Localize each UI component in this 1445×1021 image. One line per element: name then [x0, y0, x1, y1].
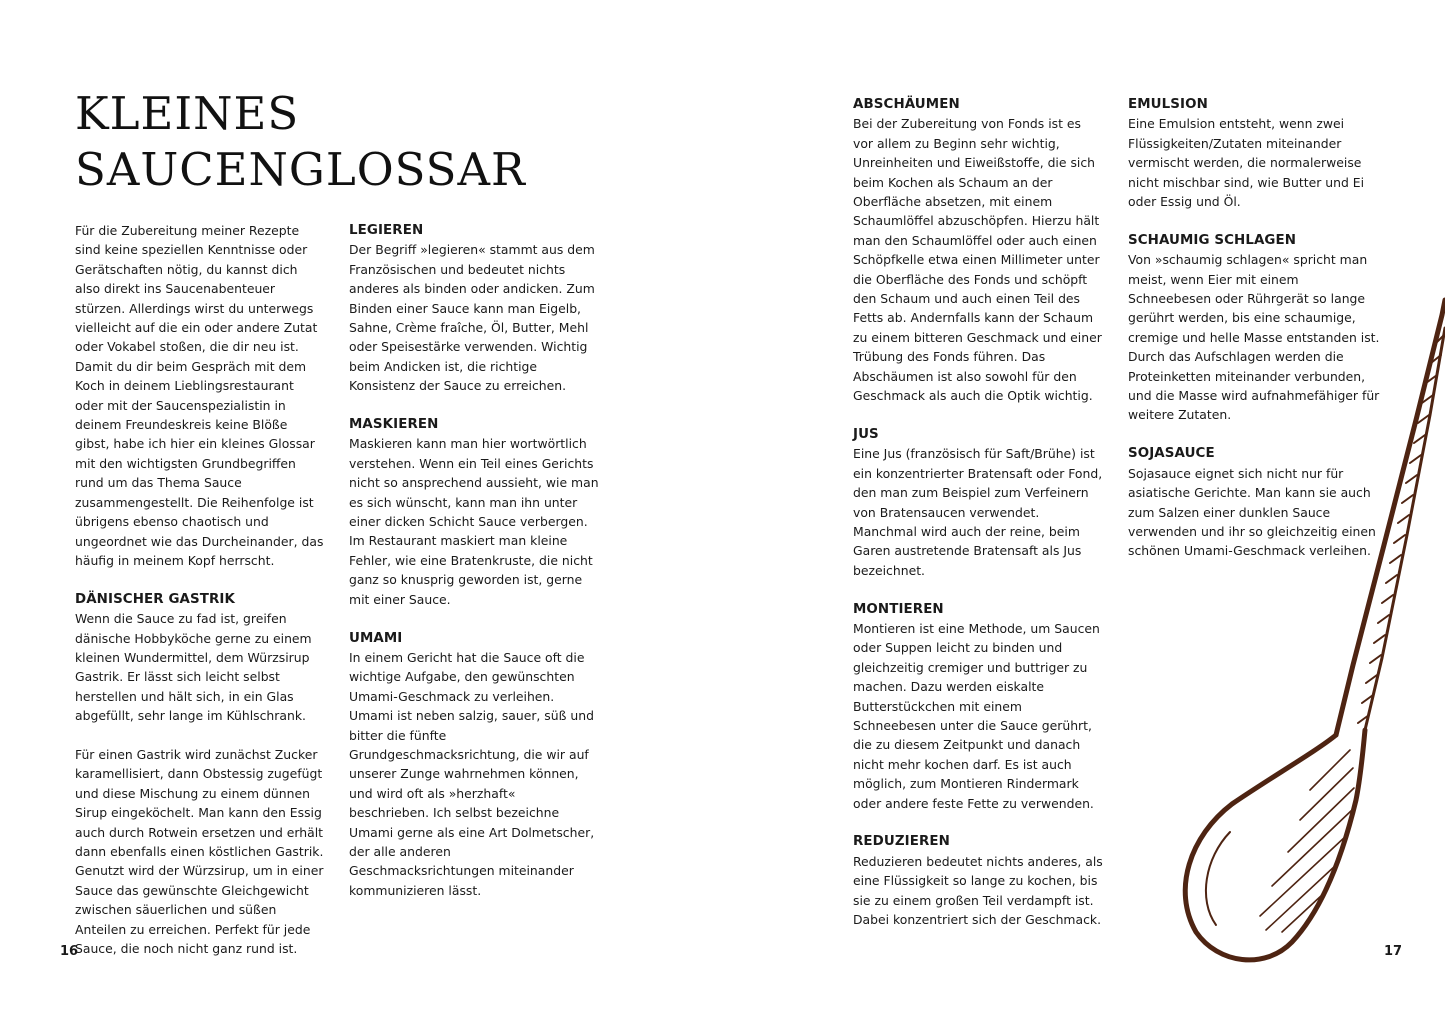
- glossary-term: ABSCHÄUMEN: [853, 97, 960, 112]
- glossary-text: Reduzieren bedeutet nichts anderes, als eine Flüssigkeit so lange zu kochen, bis sie zu einem großen Teil verdampft ist. Dabei konzentriert sich der Geschmack.: [853, 853, 1103, 928]
- glossary-entry-umami: [349, 629, 599, 901]
- glossary-term: DÄNISCHER GASTRIK: [75, 591, 235, 607]
- glossary-term: SCHAUMIG SCHLAGEN: [1128, 232, 1297, 248]
- intro-paragraph: [75, 221, 325, 570]
- glossary-text: Eine Jus (französisch für Saft/Brühe) ist ein konzentrierter Bratensaft oder Fond, den man zum Beispiel zum Verfeinern von Bratensaucen verwendet. Manchmal wird auch der reine, beim Garen austretende Bratensaft als Jus bezeichnet.: [853, 446, 1103, 578]
- page-number-right: 17: [1384, 944, 1403, 959]
- glossary-entry-maskieren: [349, 415, 599, 609]
- glossary-term: LEGIEREN: [349, 223, 424, 238]
- glossary-entry-jus: [853, 425, 1103, 580]
- glossary-text: Der Begriff »legieren« stammt aus dem Französischen und bedeutet nichts anderes als binden oder andicken. Zum Binden einer Sauce kann man Eigelb, Sahne, Crème fraîche, Öl, Butter, Mehl oder Speisestärke verwenden. Wichtig beim Andicken ist, die richtige Konsistenz der Sauce zu erreichen.: [349, 242, 595, 394]
- glossary-term: MASKIEREN: [349, 417, 439, 433]
- column-3: [853, 95, 1103, 949]
- glossary-text-continued: Für einen Gastrik wird zunächst Zucker karamellisiert, dann Obstessig zugefügt und diese Mischung zu einem dünnen Sirup eingeköchelt. Man kann den Essig auch durch Rotwein ersetzen und erhält dann ebenfalls einen köstlichen Gastrik. Genutzt wird der Würzsirup, um in einer Sauce das gewünschte Gleichgewicht zwischen säuerlichen und süßen Anteilen zu erreichen. Perfekt für jede Sauce, die noch nicht ganz rund ist.: [75, 746, 324, 956]
- glossary-entry-reduzieren: [853, 832, 1103, 929]
- glossary-text: Maskieren kann man hier wortwörtlich verstehen. Wenn ein Teil eines Gerichts nicht so ansprechend aussieht, wie man es sich wünscht, kann man ihn unter einer dicken Schicht Sauce verbergen. Im Restaurant maskiert man kleine Fehler, wie eine Bratenkruste, die nicht ganz so knusprig geworden ist, gerne mit einer Sauce.: [349, 436, 599, 607]
- title-line-1: KLEINES: [75, 87, 300, 140]
- glossary-term: MONTIEREN: [853, 601, 944, 617]
- glossary-text: Von »schaumig schlagen« spricht man meist, wenn Eier mit einem Schneebesen oder Rührgerät so lange gerührt werden, bis eine schaumige, cremige und helle Masse entstanden ist. Durch das Aufschlagen werden die Proteinketten miteinander verbunden, und die Masse wird aufnahmefähiger für weitere Zutaten.: [1128, 252, 1380, 423]
- column-2: [349, 221, 599, 920]
- glossary-term: JUS: [853, 426, 879, 442]
- page-title: [75, 86, 635, 198]
- glossary-text: Wenn die Sauce zu fad ist, greifen dänische Hobbyköche gerne zu einem kleinen Wundermittel, dem Würzsirup Gastrik. Er lässt sich leicht selbst herstellen und hält sich, in ein Glas abgefüllt, sehr lange im Kühlschrank.: [75, 611, 312, 724]
- glossary-term: EMULSION: [1128, 97, 1208, 112]
- glossary-term: SOJASAUCE: [1128, 446, 1215, 462]
- title-line-2: SAUCENGLOSSAR: [75, 143, 526, 196]
- glossary-text: Eine Emulsion entsteht, wenn zwei Flüssigkeiten/Zutaten miteinander vermischt werden, die normalerweise nicht mischbar sind, wie Butter und Ei oder Essig und Öl.: [1128, 116, 1365, 210]
- glossary-text: Bei der Zubereitung von Fonds ist es vor allem zu Beginn sehr wichtig, Unreinheiten und Eiweißstoffe, die sich beim Kochen als Schaum an der Oberfläche absetzen, mit einem Schaumlöffel abzuschöpfen. Hierzu hält man den Schaumlöffel oder auch einen Schöpfkelle etwa einen Millimeter unter die Oberfläche des Fonds und schöpft den Schaum und auch einen Teil des Fetts ab. Andernfalls kann der Schaum zu einem bitteren Geschmack und einer Trübung des Fonds führen. Das Abschäumen ist also sowohl für den Geschmack als auch die Optik wichtig.: [853, 116, 1102, 404]
- glossary-term: UMAMI: [349, 630, 403, 646]
- intro-text: Für die Zubereitung meiner Rezepte sind keine speziellen Kenntnisse oder Gerätschaften nötig, du kannst dich also direkt ins Saucenabenteuer stürzen. Allerdings wirst du unterwegs vielleicht auf die ein oder andere Zutat oder Vokabel stoßen, die dir neu ist. Damit du dir beim Gespräch mit dem Koch in deinem Lieblingsrestaurant oder mit der Saucenspezialistin in deinem Freundeskreis keine Blöße gibst, habe ich hier ein kleines Glossar mit den wichtigsten Grundbegriffen rund um das Thema Sauce zusammengestellt. Die Reihenfolge ist übrigens ebenso chaotisch und ungeordnet wie das Durcheinander, das häufig in meinem Kopf herrscht.: [75, 223, 324, 568]
- page-number-left: 16: [60, 944, 79, 959]
- glossary-entry-emulsion: [1128, 95, 1383, 211]
- glossary-text: Montieren ist eine Methode, um Saucen oder Suppen leicht zu binden und gleichzeitig cremiger und buttriger zu machen. Dazu werden eiskalte Butterstückchen mit einem Schneebesen unter die Sauce gerührt, die zu diesem Zeitpunkt und danach nicht mehr kochen darf. Es ist auch möglich, zum Montieren Rindermark oder andere feste Fette zu verwenden.: [853, 620, 1100, 811]
- glossary-entry-montieren: [853, 600, 1103, 813]
- glossary-term: REDUZIEREN: [853, 834, 950, 850]
- glossary-entry-legieren: [349, 221, 599, 396]
- glossary-text: In einem Gericht hat die Sauce oft die wichtige Aufgabe, den gewünschten Umami-Geschmack zu verleihen. Umami ist neben salzig, sauer, süß und bitter die fünfte Grundgeschmacksrichtung, die wir auf unserer Zunge wahrnehmen können, und wird oft als »herzhaft« beschrieben. Ich selbst bezeichne Umami gerne als eine Art Dolmetscher, der alle anderen Geschmacksrichtungen miteinander kommunizieren lässt.: [349, 649, 595, 898]
- glossary-text: Sojasauce eignet sich nicht nur für asiatische Gerichte. Man kann sie auch zum Salzen einer dunklen Sauce verwenden und ihr so gleichzeitig einen schönen Umami-Geschmack verleihen.: [1128, 465, 1376, 559]
- glossary-entry-gastrik: [75, 590, 325, 959]
- glossary-entry-abschaeumen: [853, 95, 1103, 406]
- wooden-spoon-icon: [1160, 280, 1445, 970]
- column-1: [75, 221, 325, 978]
